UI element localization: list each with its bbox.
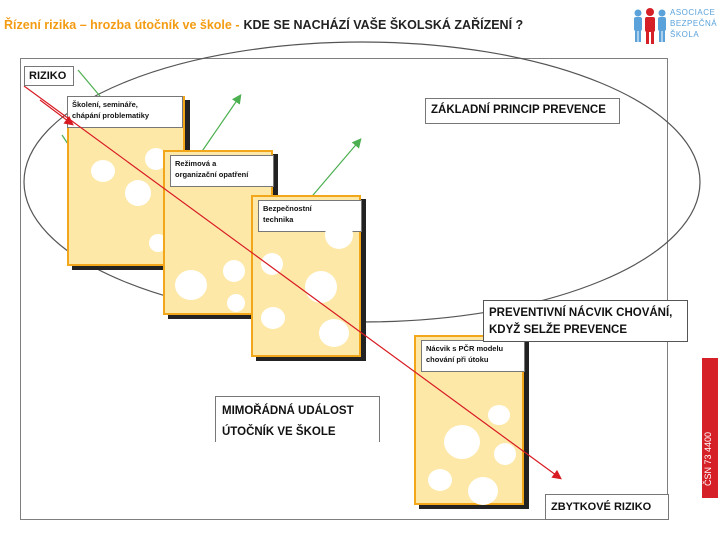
title-question: KDE SE NACHÁZÍ VAŠE ŠKOLSKÁ ZAŘÍZENÍ ?	[243, 18, 524, 32]
emergency-line-2: ÚTOČNÍK VE ŠKOLE	[222, 426, 336, 438]
title-main: Řízení rizika – hrozba útočník ve škole -	[4, 18, 240, 32]
residual-risk-box	[545, 494, 669, 520]
logo-line-1: ASOCIACE	[670, 8, 716, 17]
residual-risk-text: ZBYTKOVÉ RIZIKO	[551, 501, 652, 513]
risk-arrow-start	[40, 100, 72, 124]
preventive-training-line-2: KDYŽ SELŽE PREVENCE	[489, 324, 628, 336]
riziko-label	[24, 66, 74, 86]
layer-label-4-line-2: chování při útoku	[426, 355, 489, 364]
layer-label-4-line-1: Nácvik s PČR modelu	[426, 344, 504, 353]
layer-label-3-line-1: Bezpečnostní	[263, 204, 312, 213]
layer-label-1-line-1: Školení, semináře,	[72, 100, 138, 109]
basic-principle-text: ZÁKLADNÍ PRINCIP PREVENCE	[431, 104, 606, 116]
layer-label-2-line-2: organizační opatření	[175, 170, 249, 179]
layer-label-1-line-2: chápání problematiky	[72, 111, 150, 120]
logo-line-3: ŠKOLA	[670, 30, 700, 39]
emergency-line-1: MIMOŘÁDNÁ UDÁLOST	[222, 405, 354, 417]
logo-line-2: BEZPEČNÁ	[670, 19, 718, 28]
preventive-training-line-1: PREVENTIVNÍ NÁCVIK CHOVÁNÍ,	[489, 307, 673, 319]
layer-label-2-line-1: Režimová a	[175, 159, 217, 168]
emergency-box	[215, 396, 380, 442]
norm-label: ČSN 73 4400	[703, 431, 713, 486]
layer-label-3-line-2: technika	[263, 215, 294, 224]
riziko-text: RIZIKO	[29, 70, 67, 82]
basic-principle-box	[425, 98, 620, 124]
preventive-training-box	[483, 300, 688, 342]
